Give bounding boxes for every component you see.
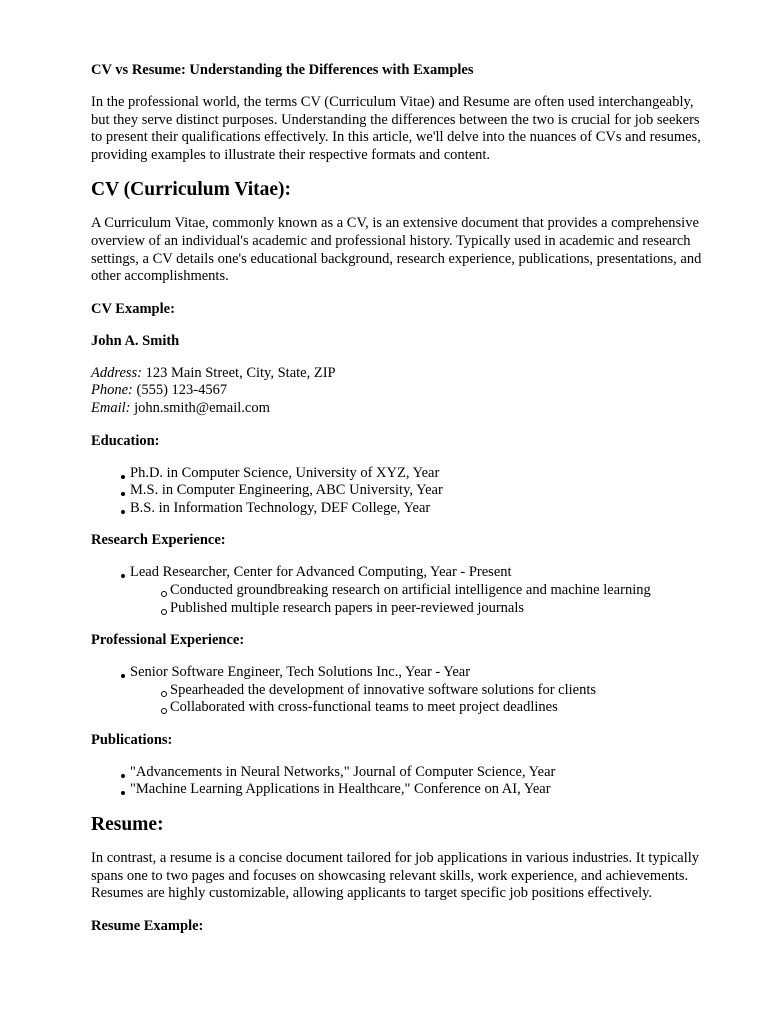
- resume-description: In contrast, a resume is a concise document tailored for job applications in various industries. It typically spans one to two pages and focuses on showcasing relevant skills, work experience, and achievements. Resumes are highly customizable, allowing applicants to target specific job positions effectively.: [91, 850, 700, 902]
- list-item: "Advancements in Neural Networks," Journal of Computer Science, Year: [121, 764, 708, 782]
- education-list: [91, 465, 708, 518]
- research-role: Lead Researcher, Center for Advanced Computing, Year - Present: [130, 564, 512, 581]
- professional-details-list: [130, 682, 708, 717]
- address-value: 123 Main Street, City, State, ZIP: [145, 364, 336, 381]
- resume-section-heading: Resume:: [91, 814, 164, 836]
- email-value: john.smith@email.com: [134, 399, 270, 416]
- list-item: B.S. in Information Technology, DEF College, Year: [121, 500, 708, 518]
- professional-role: Senior Software Engineer, Tech Solutions Inc., Year - Year: [130, 664, 471, 681]
- publications-heading: Publications:: [91, 731, 173, 748]
- sub-list-item: Published multiple research papers in peer-reviewed journals: [161, 600, 708, 618]
- intro-paragraph: In the professional world, the terms CV (Curriculum Vitae) and Resume are often used interchangeably, but they serve distinct purposes. Understanding the differences between the two is crucial for job seekers to present their qualifications effectively. In this article, we'll delve into the nuances of CVs and resumes, providing examples to illustrate their respective formats and content.: [91, 94, 701, 163]
- research-list: [91, 564, 708, 617]
- page-title: CV vs Resume: Understanding the Differences with Examples: [91, 62, 474, 78]
- list-item: [121, 564, 708, 617]
- cv-section-heading: CV (Curriculum Vitae):: [91, 179, 292, 201]
- list-item: Ph.D. in Computer Science, University of XYZ, Year: [121, 465, 708, 483]
- professional-heading: Professional Experience:: [91, 632, 245, 649]
- research-details-list: [130, 582, 708, 617]
- education-heading: Education:: [91, 432, 160, 449]
- list-item: [121, 664, 708, 717]
- publications-list: [91, 764, 708, 799]
- address-label: Address:: [91, 364, 143, 381]
- resume-example-heading: Resume Example:: [91, 917, 204, 934]
- phone-value: (555) 123-4567: [136, 382, 228, 399]
- cv-example-heading: CV Example:: [91, 300, 175, 317]
- phone-label: Phone:: [91, 382, 133, 399]
- email-label: Email:: [91, 399, 131, 416]
- cv-description: A Curriculum Vitae, commonly known as a CV, is an extensive document that provides a comprehensive overview of an individual's academic and professional history. Typically used in academic and research settings, a CV details one's educational background, research experience, publications, presentations, and other accomplishments.: [91, 215, 702, 285]
- sub-list-item: Collaborated with cross-functional teams to meet project deadlines: [161, 699, 708, 717]
- list-item: "Machine Learning Applications in Healthcare," Conference on AI, Year: [121, 781, 708, 799]
- address-line: [91, 365, 708, 383]
- sub-list-item: Spearheaded the development of innovative software solutions for clients: [161, 682, 708, 700]
- professional-list: [91, 664, 708, 717]
- email-line: [91, 400, 708, 418]
- cv-person-name: John A. Smith: [91, 332, 180, 349]
- phone-line: [91, 382, 708, 400]
- contact-block: [91, 365, 708, 418]
- list-item: M.S. in Computer Engineering, ABC University, Year: [121, 482, 708, 500]
- sub-list-item: Conducted groundbreaking research on artificial intelligence and machine learning: [161, 582, 708, 600]
- research-heading: Research Experience:: [91, 532, 226, 549]
